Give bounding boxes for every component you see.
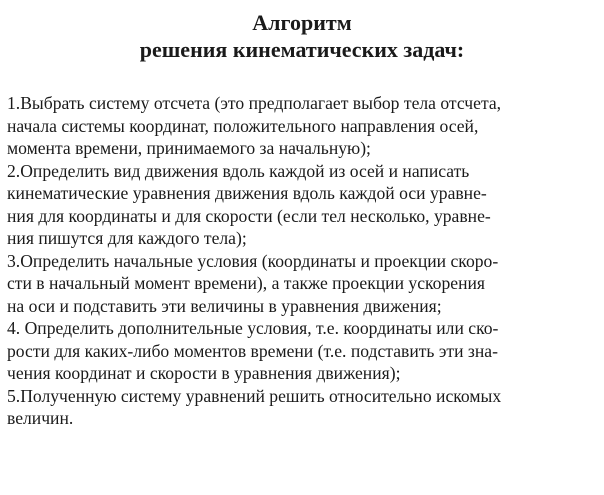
step-3-line-2: сти в начальный момент времени), а также проекции ускорения — [7, 273, 485, 293]
step-1-line-2: начала системы координат, положительного направления осей, — [7, 115, 479, 136]
algorithm-steps — [7, 92, 599, 430]
step-4-line-1: 4. Определить дополнительные условия, т.е. координаты или ско- — [7, 318, 499, 338]
step-2-line-2: кинематические уравнения движения вдоль каждой оси уравне- — [7, 183, 487, 203]
step-1-line-3: момента времени, принимаемого за начальную); — [7, 138, 371, 158]
heading-line-2: решения кинематических задач: — [139, 37, 465, 62]
step-3-line-1: 3.Определить начальные условия (координаты и проекции скоро- — [7, 250, 499, 271]
step-5-line-1: 5.Полученную систему уравнений решить относительно искомых — [7, 385, 502, 406]
step-2-line-1: 2.Определить вид движения вдоль каждой из осей и написать — [7, 160, 470, 181]
step-5-line-2: величин. — [7, 408, 74, 428]
step-4-line-3: чения координат и скорости в уравнения движения); — [7, 363, 401, 383]
step-2-line-4: ния пишутся для каждого тела); — [7, 228, 247, 248]
step-4-line-2: рости для каких-либо моментов времени (т.е. подставить эти зна- — [7, 340, 498, 361]
heading-line-1: Алгоритм — [252, 10, 352, 35]
step-1-line-1: 1.Выбрать систему отсчета (это предполагает выбор тела отсчета, — [7, 93, 502, 113]
step-3-line-3: на оси и подставить эти величины в уравнения движения; — [7, 295, 442, 316]
step-2-line-3: ния для координаты и для скорости (если тел несколько, уравне- — [7, 205, 491, 226]
